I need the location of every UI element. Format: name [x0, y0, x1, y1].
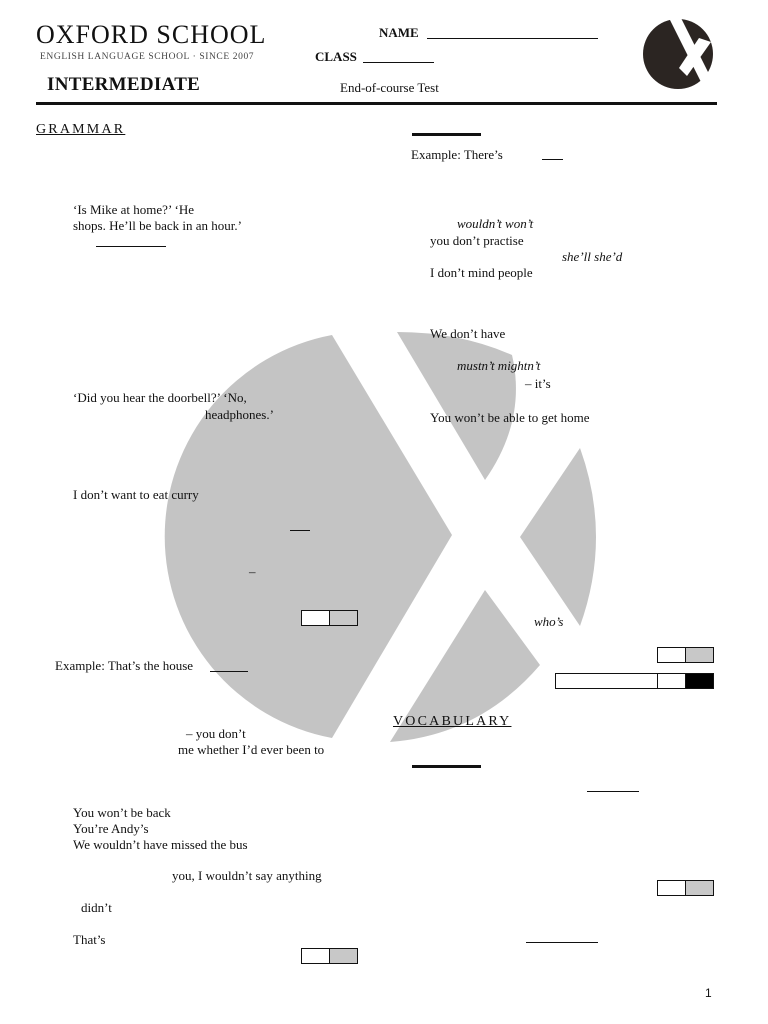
class-label: CLASS	[315, 49, 357, 64]
score-box	[657, 647, 714, 663]
question-text: I don’t mind people	[430, 265, 533, 280]
question-text: ‘Did you hear the doorbell?’ ‘No,	[73, 390, 247, 405]
question-text: We don’t have	[430, 326, 506, 341]
answer-line[interactable]	[587, 791, 639, 792]
question-text: you, I wouldn’t say anything	[172, 868, 322, 883]
vocabulary-heading: VOCABULARY	[393, 714, 512, 729]
score-box	[301, 610, 358, 626]
question-text: me whether I’d ever been to	[178, 742, 325, 757]
underline-rule	[412, 133, 481, 136]
name-label: NAME	[379, 25, 419, 40]
grammar-heading: GRAMMAR	[36, 122, 126, 137]
question-text: You won’t be back	[73, 805, 171, 820]
level-title: INTERMEDIATE	[47, 74, 201, 95]
question-text: – you don’t	[186, 726, 246, 741]
header-divider	[36, 102, 717, 105]
answer-options: who’s	[534, 614, 564, 629]
total-score-box	[555, 673, 714, 689]
underline-rule	[412, 765, 481, 768]
school-tagline: ENGLISH LANGUAGE SCHOOL · SINCE 2007	[40, 52, 255, 62]
answer-line[interactable]	[96, 246, 166, 247]
answer-line[interactable]	[526, 942, 598, 943]
name-field[interactable]	[427, 38, 598, 39]
dash-text: –	[249, 564, 256, 579]
score-box	[301, 948, 358, 964]
example-answer-line[interactable]	[210, 671, 248, 672]
answer-line[interactable]	[290, 530, 310, 531]
answer-options: wouldn’t won’t	[457, 216, 534, 231]
answer-options: she’ll she’d	[562, 249, 623, 264]
example-answer-line[interactable]	[542, 159, 563, 160]
question-text: We wouldn’t have missed the bus	[73, 837, 248, 852]
question-text: – it’s	[525, 376, 551, 391]
question-text: you don’t practise	[430, 233, 524, 248]
example-text: Example: There’s	[411, 147, 503, 162]
question-text: headphones.’	[205, 407, 274, 422]
page-number: 1	[705, 986, 712, 1000]
question-text: didn’t	[81, 900, 112, 915]
answer-options: mustn’t mightn’t	[457, 358, 541, 373]
school-name: OXFORD SCHOOL	[36, 20, 267, 49]
school-logo-icon	[641, 18, 717, 90]
score-box	[657, 880, 714, 896]
class-field[interactable]	[363, 62, 434, 63]
question-text: You won’t be able to get home	[430, 410, 590, 425]
question-text: You’re Andy’s	[73, 821, 149, 836]
question-text: ‘Is Mike at home?’ ‘He	[73, 202, 195, 217]
example-text: Example: That’s the house	[55, 658, 194, 673]
question-text: shops. He’ll be back in an hour.’	[73, 218, 242, 233]
question-text: That’s	[73, 932, 106, 947]
test-title: End-of-course Test	[340, 80, 439, 95]
question-text: I don’t want to eat curry	[73, 487, 199, 502]
